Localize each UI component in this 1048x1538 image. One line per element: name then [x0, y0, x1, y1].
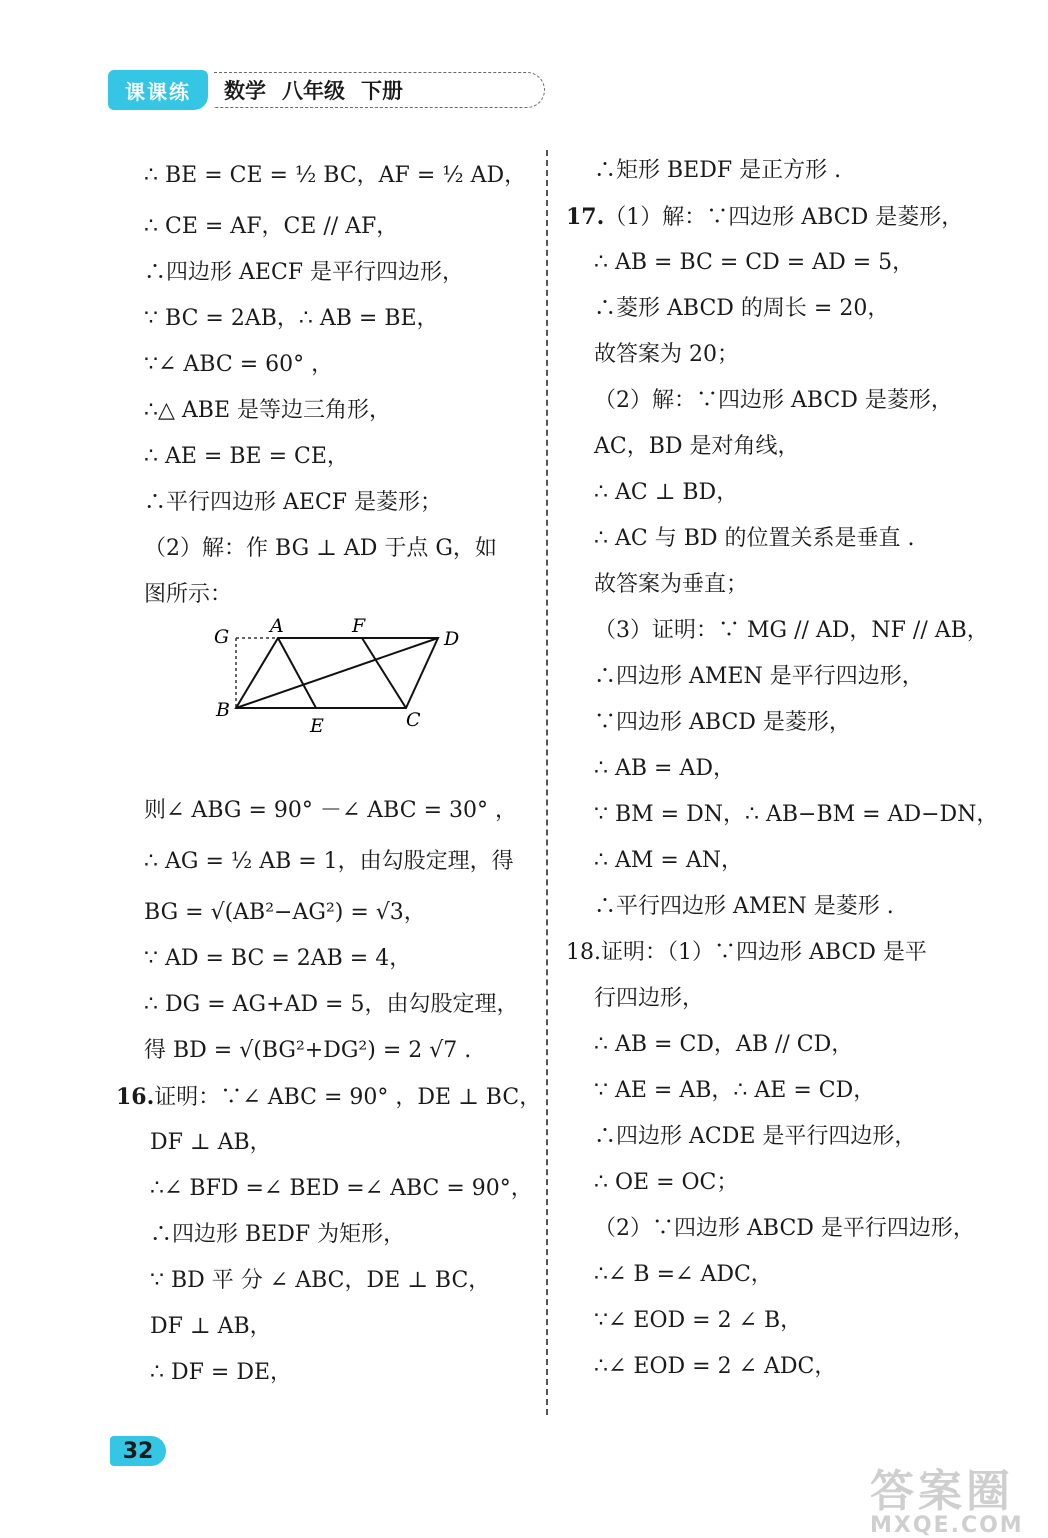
parallelogram-figure — [116, 618, 536, 788]
answer-line: ∵ AE = AB，∴ AE = CD， — [594, 1078, 876, 1103]
answer-line: ∴ DG = AG+AD = 5，由勾股定理， — [144, 992, 519, 1017]
answer-line: ∴ AC 与 BD 的位置关系是垂直 . — [594, 526, 915, 551]
answer-line: ∴平行四边形 AECF 是菱形； — [144, 490, 443, 515]
answer-line: ∴四边形 BEDF 为矩形， — [150, 1222, 406, 1247]
q17-line — [566, 194, 996, 240]
answer-line: 则∠ ABG = 90° －∠ ABC = 30° ， — [144, 798, 518, 823]
volume-label: 下册 — [361, 79, 403, 103]
answer-line: （2）解：∵四边形 ABCD 是菱形， — [594, 388, 953, 413]
answer-line: ∴ CE = AF，CE // AF， — [144, 214, 399, 239]
label-f: F — [352, 618, 366, 637]
answer-line: 证明：∵∠ ABC = 90° ，DE ⊥ BC， — [154, 1085, 542, 1110]
subject-label: 数学 — [224, 79, 266, 103]
answer-line: ∴ AM = AN， — [594, 848, 743, 873]
answer-line: ∵ AD = BC = 2AB = 4， — [144, 946, 412, 971]
watermark-text: 答案圈 — [870, 1466, 1014, 1517]
answer-line: 得 BD = √(BG²+DG²) = 2 √7 . — [144, 1038, 472, 1063]
answer-line: ∵四边形 ABCD 是菱形， — [594, 710, 851, 735]
answer-line: ∴平行四边形 AMEN 是菱形 . — [594, 894, 894, 919]
answer-line: ∴四边形 AMEN 是平行四边形， — [594, 664, 924, 689]
answer-line: ∴∠ EOD = 2 ∠ ADC， — [594, 1354, 837, 1379]
answer-line: AC，BD 是对角线， — [594, 434, 800, 459]
answer-line: ∴ BE = CE = ½ BC，AF = ½ AD， — [144, 163, 527, 188]
answer-line: ∴∠ B =∠ ADC， — [594, 1262, 773, 1287]
answer-line: BG = √(AB²−AG²) = √3， — [144, 900, 426, 925]
answer-line: （1）解：∵四边形 ABCD 是菱形， — [604, 205, 964, 230]
answer-line: 故答案为 20； — [594, 342, 739, 367]
answer-line: 故答案为垂直； — [594, 572, 749, 597]
answer-line: 行四边形， — [594, 986, 705, 1011]
column-divider — [546, 150, 548, 1415]
diagonal-bd — [236, 638, 438, 708]
answer-line: ∴ AB = AD， — [594, 756, 735, 781]
left-column — [116, 148, 542, 1396]
answer-line: ∴△ ABE 是等边三角形， — [144, 398, 392, 423]
label-d: D — [444, 628, 460, 650]
answer-line: （3）证明：∵ MG // AD，NF // AB， — [594, 618, 989, 643]
q18-number: 18. — [566, 940, 601, 965]
answer-line: ∴ AG = ½ AB = 1，由勾股定理，得 — [144, 849, 514, 874]
q16-number: 16. — [116, 1084, 155, 1110]
q18-line — [566, 930, 996, 976]
answer-line: ∴四边形 AECF 是平行四边形， — [144, 260, 465, 285]
answer-line: DF ⊥ AB， — [150, 1314, 272, 1339]
answer-line: ∴ AB = CD，AB // CD， — [594, 1032, 854, 1057]
watermark-logo — [870, 1455, 1040, 1538]
watermark-url: MXQE.COM — [870, 1513, 1024, 1538]
answer-line: ∴ DF = DE， — [150, 1360, 293, 1385]
answer-line: ∴矩形 BEDF 是正方形 . — [594, 158, 842, 183]
answer-line: （2）解：作 BG ⊥ AD 于点 G，如 — [144, 536, 497, 561]
answer-line: （2）∵四边形 ABCD 是平行四边形， — [594, 1216, 975, 1241]
answer-line: ∴四边形 ACDE 是平行四边形， — [594, 1124, 917, 1149]
answer-line: ∴ OE = OC； — [594, 1170, 739, 1195]
answer-line: ∵ BM = DN，∴ AB−BM = AD−DN， — [594, 802, 999, 827]
label-a: A — [270, 618, 284, 637]
page-number: 32 — [110, 1436, 166, 1466]
answer-line: ∴菱形 ABCD 的周长 = 20， — [594, 296, 890, 321]
segment-ae — [278, 638, 316, 708]
brand-badge: 课课练 — [108, 70, 208, 110]
answer-line: ∵ BC = 2AB，∴ AB = BE， — [144, 306, 439, 331]
grade-label: 八年级 — [282, 79, 345, 103]
answer-line: ∵ BD 平 分 ∠ ABC，DE ⊥ BC， — [150, 1268, 491, 1293]
subject-banner — [214, 72, 545, 108]
answer-line: DF ⊥ AB， — [150, 1130, 272, 1155]
answer-line: 图所示： — [144, 582, 233, 607]
page-header — [108, 70, 453, 112]
q17-number: 17. — [566, 204, 605, 230]
answer-line: ∴ AE = BE = CE， — [144, 444, 349, 469]
label-g: G — [214, 626, 230, 648]
right-column — [566, 148, 999, 1390]
segment-fc — [362, 638, 406, 708]
answer-line: ∴ AC ⊥ BD， — [594, 480, 739, 505]
answer-line: ∴∠ BFD =∠ BED =∠ ABC = 90°， — [150, 1176, 533, 1201]
label-c: C — [406, 709, 421, 731]
label-b: B — [216, 699, 230, 721]
answer-line: ∵∠ EOD = 2 ∠ B， — [594, 1308, 803, 1333]
geometry-diagram — [206, 618, 466, 768]
q16-line — [116, 1074, 542, 1120]
answer-line: ∵∠ ABC = 60° ， — [144, 352, 334, 377]
answer-line: ∴ AB = BC = CD = AD = 5， — [594, 250, 915, 275]
answer-line: 证明：（1）∵四边形 ABCD 是平 — [601, 940, 927, 965]
label-e: E — [310, 715, 324, 737]
